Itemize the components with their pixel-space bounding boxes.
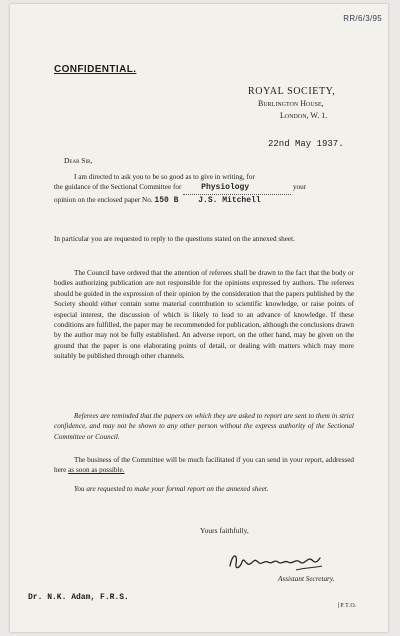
p1-text-2: the guidance of the Sectional Committee for xyxy=(54,183,182,192)
p1-text-4: opinion on the enclosed paper No. xyxy=(54,195,153,204)
signature-title: Assistant Secretary. xyxy=(278,575,335,583)
address-line-2: Burlington House, xyxy=(258,99,324,108)
closing: Yours faithfully, xyxy=(200,526,249,535)
p5-text: The business of the Committee will be much facilitated if you can send in your report, addressed here xyxy=(54,456,354,475)
confidential-heading: CONFIDENTIAL. xyxy=(54,64,137,75)
paragraph-questions: In particular you are requested to reply to the questions stated on the annexed sheet. xyxy=(54,235,295,243)
signature-icon xyxy=(226,544,326,576)
paragraph-deadline xyxy=(54,455,354,476)
p1-text-3: your xyxy=(292,183,307,192)
salutation: Dear Sir, xyxy=(64,156,93,165)
committee-value: Physiology xyxy=(201,183,250,193)
paragraph-formal-report: You are requested to make your formal report on the annexed sheet. xyxy=(74,485,269,493)
p1-text-1: I am directed to ask you to be so good as to give in writing, for xyxy=(74,173,255,181)
letter-sheet xyxy=(10,4,388,632)
paragraph-council: The Council have ordered that the attention of referees shall be drawn to the fact that the body or bodies authorizing publication are not responsible for the opinions expressed by authors. The referees should be guided in the expression of their opinion by the consideration that the papers published by the Society should either contain some material contribution to scientific knowledge, or raise points of especial interest, the discussion of which is likely to lead to an advance of knowledge. If these conditions are fulfilled, the paper may be recommended for publication, although the conclusions drawn by the author may not be fully established. An adverse report, on the other hand, may be given on the ground that the paper is one elaborating points of detail, or dealing with matters which may more suitably be published through other channels. xyxy=(54,269,354,361)
paper-author: J.S. Mitchell xyxy=(198,195,261,205)
address-line-3: London, W. 1. xyxy=(280,111,328,120)
letterhead-address xyxy=(248,86,335,122)
paragraph-confidence: Referees are reminded that the papers on which they are asked to report are sent to them in strict confidence, and may not be shown to any other person without the express authority of the Sectional Committee or Council. xyxy=(54,412,354,441)
p1-line-3 xyxy=(54,195,354,206)
archive-reference: RR/6/3/95 xyxy=(343,14,382,23)
paragraph-request xyxy=(54,172,354,206)
paper-number: 150 B xyxy=(154,195,179,205)
p5-underlined: as soon as possible. xyxy=(68,466,125,475)
committee-field xyxy=(183,182,291,194)
signature-image xyxy=(226,544,326,576)
p1-line-2 xyxy=(54,182,354,194)
address-line-1: ROYAL SOCIETY, xyxy=(248,86,336,97)
recipient: Dr. N.K. Adam, F.R.S. xyxy=(28,593,129,602)
letter-date: 22nd May 1937. xyxy=(268,139,344,149)
pto-marker: [P.T.O. xyxy=(338,603,357,609)
